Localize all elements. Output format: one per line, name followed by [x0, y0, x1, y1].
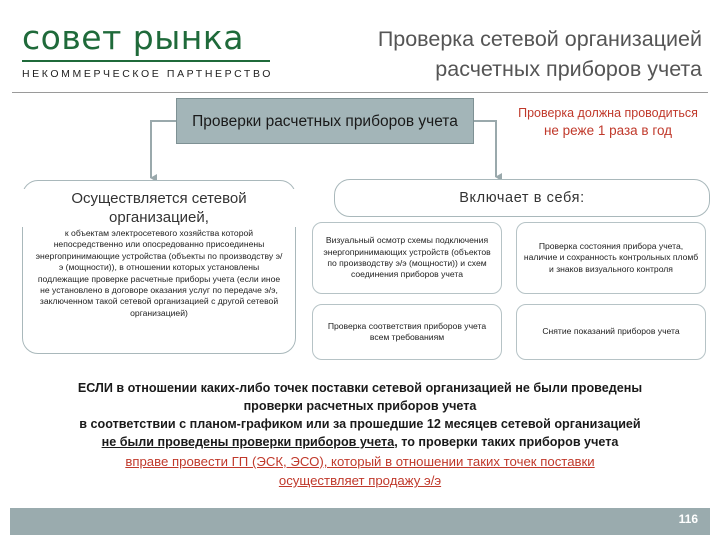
- check-item: Проверка состояния прибора учета, наличие и сохранность контрольных пломб и знаков визуального контроля: [516, 222, 706, 294]
- frequency-line2: не реже 1 раза в год: [543, 122, 673, 138]
- check-item: Визуальный осмотр схемы подключения энергопринимающих устройств (объектов по производству э/э (мощности)) и схем соединения приборов учета: [312, 222, 502, 294]
- logo-subtitle: НЕКОММЕРЧЕСКОЕ ПАРТНЕРСТВО: [22, 68, 273, 80]
- check-item: Проверка соответствия приборов учета всем требованиям: [312, 304, 502, 360]
- conclusion-red-line-6: осуществляет продажу э/э: [278, 473, 442, 488]
- right-heading: Включает в себя:: [459, 190, 585, 206]
- root-node: Проверки расчетных приборов учета: [176, 98, 474, 144]
- conclusion-line-5: [16, 453, 704, 471]
- page-title: Проверка сетевой организацией расчетных приборов учета: [377, 27, 702, 81]
- check-item: Снятие показаний приборов учета: [516, 304, 706, 360]
- frequency-note: [508, 106, 708, 140]
- conclusion-red-line-5: вправе провести ГП (ЭСК, ЭСО), который в отношении таких точек поставки: [125, 454, 595, 469]
- conclusion-line-4-underlined: не были проведены проверки приборов учета: [101, 435, 395, 449]
- arrow-to-left-block: [151, 121, 176, 178]
- conclusion-line-3: в соответствии с планом-графиком или за прошедшие 12 месяцев сетевой организацией: [79, 417, 641, 431]
- conclusion-line-1: ЕСЛИ в отношении каких-либо точек поставки сетевой организацией не были проведены: [77, 381, 643, 395]
- left-body: к объектам электросетевого хозяйства которой непосредственно или опосредованно присоединены энергопринимающие устройства (объекты по производству э/э (мощности)), в отношении которых установлены подлежащие проверке расчетные приборы учета (если иное не установлено в договоре оказания услуг по передаче э/э, заключенном такой сетевой организацией с другой сетевой организацией): [35, 228, 283, 318]
- conclusion-line-6: [16, 472, 704, 490]
- footer-bar: [10, 508, 710, 535]
- conclusion-line-4: [16, 434, 704, 451]
- conclusion-line-4-rest: , то проверки таких приборов учета: [394, 435, 619, 449]
- arrow-to-right-block: [474, 121, 496, 177]
- conclusion-line-2: проверки расчетных приборов учета: [243, 399, 477, 413]
- frequency-line1: Проверка должна проводиться: [518, 106, 698, 120]
- logo-wordmark: совет рынка: [22, 18, 245, 57]
- left-heading: Осуществляется сетевой организацией,: [22, 189, 296, 227]
- page-number: 116: [678, 512, 698, 526]
